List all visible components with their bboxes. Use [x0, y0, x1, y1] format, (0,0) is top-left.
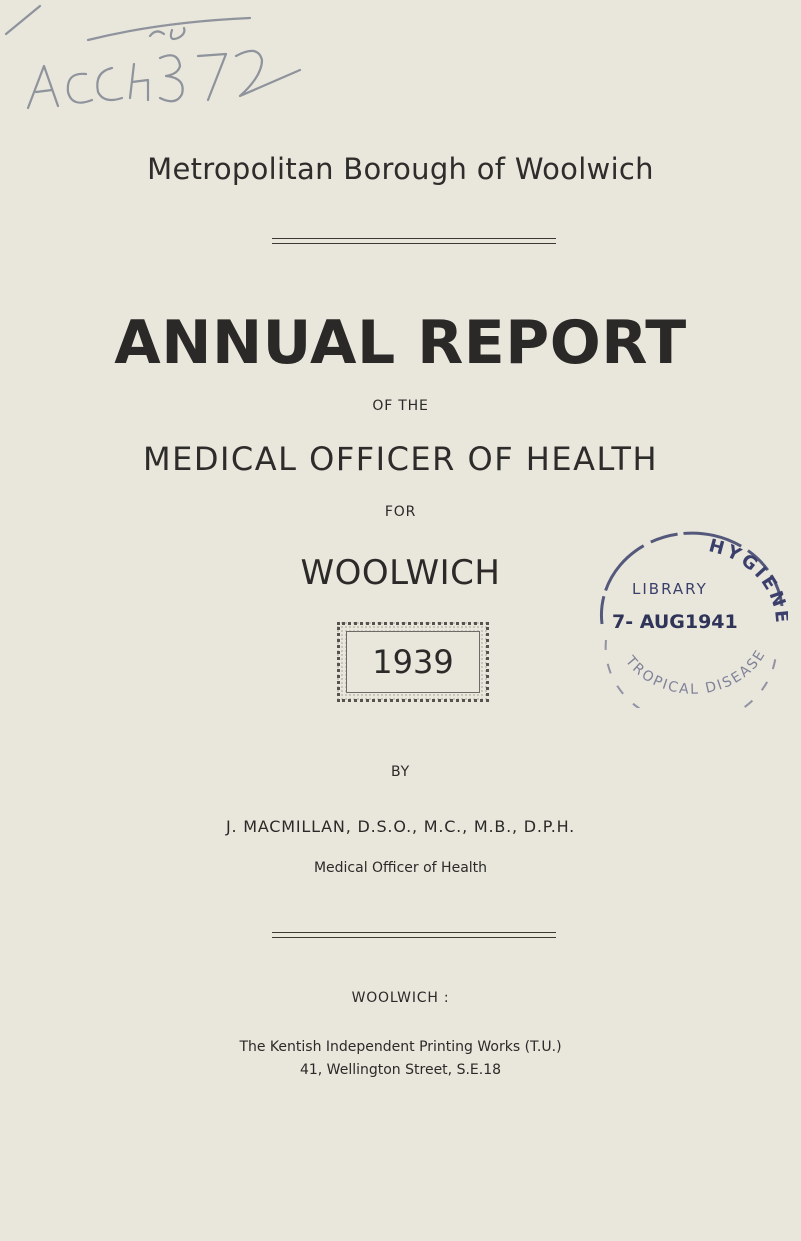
double-rule-bottom: [272, 932, 556, 938]
of-the-label: OF THE: [372, 398, 429, 414]
handwritten-accession-note: [0, 0, 320, 110]
double-rule-top: [272, 238, 556, 244]
stamp-library-text: LIBRARY: [632, 580, 708, 598]
stamp-date: 7- AUG1941: [612, 611, 738, 633]
printer-address: 41, Wellington Street, S.E.18: [299, 1062, 502, 1078]
for-label: FOR: [384, 504, 417, 520]
report-subtitle: MEDICAL OFFICER OF HEALTH: [142, 440, 658, 478]
place-name: WOOLWICH: [300, 553, 501, 593]
library-stamp: [588, 528, 788, 708]
by-label: BY: [391, 764, 410, 780]
author-role: Medical Officer of Health: [313, 860, 488, 876]
publisher-place: WOOLWICH :: [351, 990, 450, 1006]
printer-name: The Kentish Independent Printing Works (T.U.): [239, 1039, 562, 1055]
stamp-top-text: HYGIEN: [706, 535, 788, 613]
year-frame: [337, 622, 489, 702]
report-title: ANNUAL REPORT: [114, 308, 687, 378]
author-name: J. MACMILLAN, D.S.O., M.C., M.B., D.P.H.: [225, 817, 576, 836]
report-year: 1939: [346, 631, 480, 693]
stamp-bottom-text: TROPICAL DISEASE: [622, 646, 770, 698]
borough-name: Metropolitan Borough of Woolwich: [147, 152, 654, 186]
svg-text:TROPICAL DISEASE: [621, 646, 769, 697]
